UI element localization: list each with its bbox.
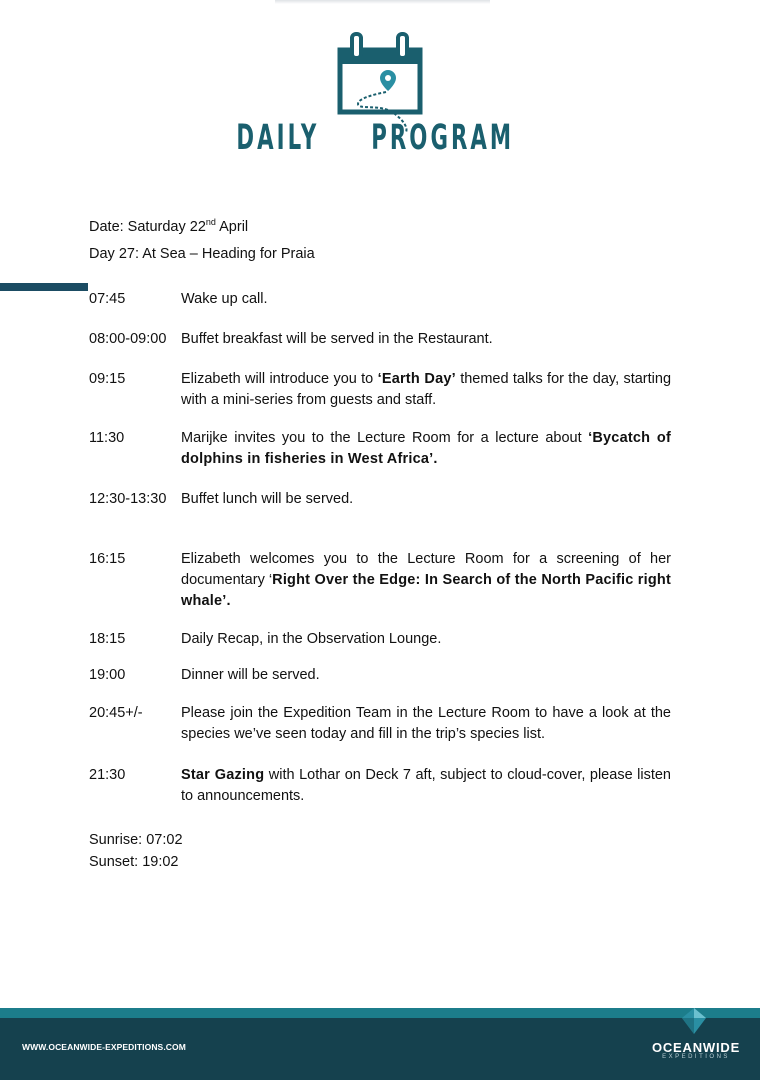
schedule-description	[181, 765, 671, 807]
description-text: Buffet lunch will be served.	[181, 491, 354, 507]
footer-stripe	[0, 1008, 760, 1018]
highlight-text: ‘Earth Day’	[377, 371, 456, 387]
accent-bar	[0, 283, 88, 291]
schedule-description	[181, 329, 671, 350]
schedule-description	[181, 369, 671, 411]
footer-url-link[interactable]: WWW.OCEANWIDE-EXPEDITIONS.COM	[22, 1042, 186, 1052]
schedule-time: 08:00-09:00	[89, 331, 167, 347]
highlight-text: Right Over the Edge: In Search of the North Pacific right whale’.	[181, 572, 671, 609]
description-text: Elizabeth will introduce you to	[181, 371, 378, 387]
schedule-time: 07:45	[89, 291, 126, 307]
schedule-description	[181, 489, 671, 510]
date-line: Date: Saturday 22nd April	[89, 217, 249, 235]
schedule-description	[181, 629, 671, 650]
schedule-description	[181, 703, 671, 745]
sun-times	[89, 829, 183, 873]
schedule-description	[181, 289, 671, 310]
description-text: Marijke invites you to the Lecture Room for a lecture about	[181, 430, 589, 446]
description-text: Buffet breakfast will be served in the Restaurant.	[181, 331, 493, 347]
schedule-time: 11:30	[89, 430, 125, 446]
schedule-time: 09:15	[89, 371, 126, 387]
highlight-text: ‘Bycatch of dolphins in fisheries in West Africa’.	[181, 430, 672, 467]
day-line: Day 27: At Sea – Heading for Praia	[89, 246, 315, 262]
description-text: Elizabeth welcomes you to the Lecture Room for a screening of her documentary ‘	[181, 551, 671, 588]
description-text: Wake up call.	[181, 291, 268, 307]
highlight-text: Star Gazing	[181, 767, 265, 783]
schedule-time: 19:00	[89, 667, 126, 683]
description-text: Daily Recap, in the Observation Lounge.	[181, 631, 442, 647]
description-text: with Lothar on Deck 7 aft, subject to cloud-cover, please listen to announcements.	[181, 767, 671, 804]
diamond-icon	[681, 1007, 707, 1035]
schedule-time: 21:30	[89, 767, 126, 783]
page-title: DAILY PROGRAM	[236, 118, 515, 158]
description-text: Dinner will be served.	[181, 667, 320, 683]
schedule-time: 18:15	[89, 631, 126, 647]
description-text: Please join the Expedition Team in the Lecture Room to have a look at the species we’ve seen today and fill in the trip’s species list.	[181, 705, 671, 742]
sunset-text: Sunset: 19:02	[89, 854, 179, 870]
brand-subtitle: EXPEDITIONS	[662, 1054, 730, 1060]
brand-name: OCEANWIDE	[651, 1040, 741, 1055]
schedule-description	[181, 428, 671, 470]
footer	[0, 1018, 760, 1080]
schedule-time: 16:15	[89, 551, 126, 567]
sunrise-text: Sunrise: 07:02	[89, 832, 183, 848]
top-shadow	[275, 0, 490, 4]
schedule-time: 12:30-13:30	[89, 491, 167, 507]
description-text: themed talks for the day, starting with a mini-series from guests and staff.	[181, 371, 672, 408]
schedule-description	[181, 549, 671, 612]
schedule-time: 20:45+/-	[89, 705, 143, 721]
schedule-description	[181, 665, 671, 686]
